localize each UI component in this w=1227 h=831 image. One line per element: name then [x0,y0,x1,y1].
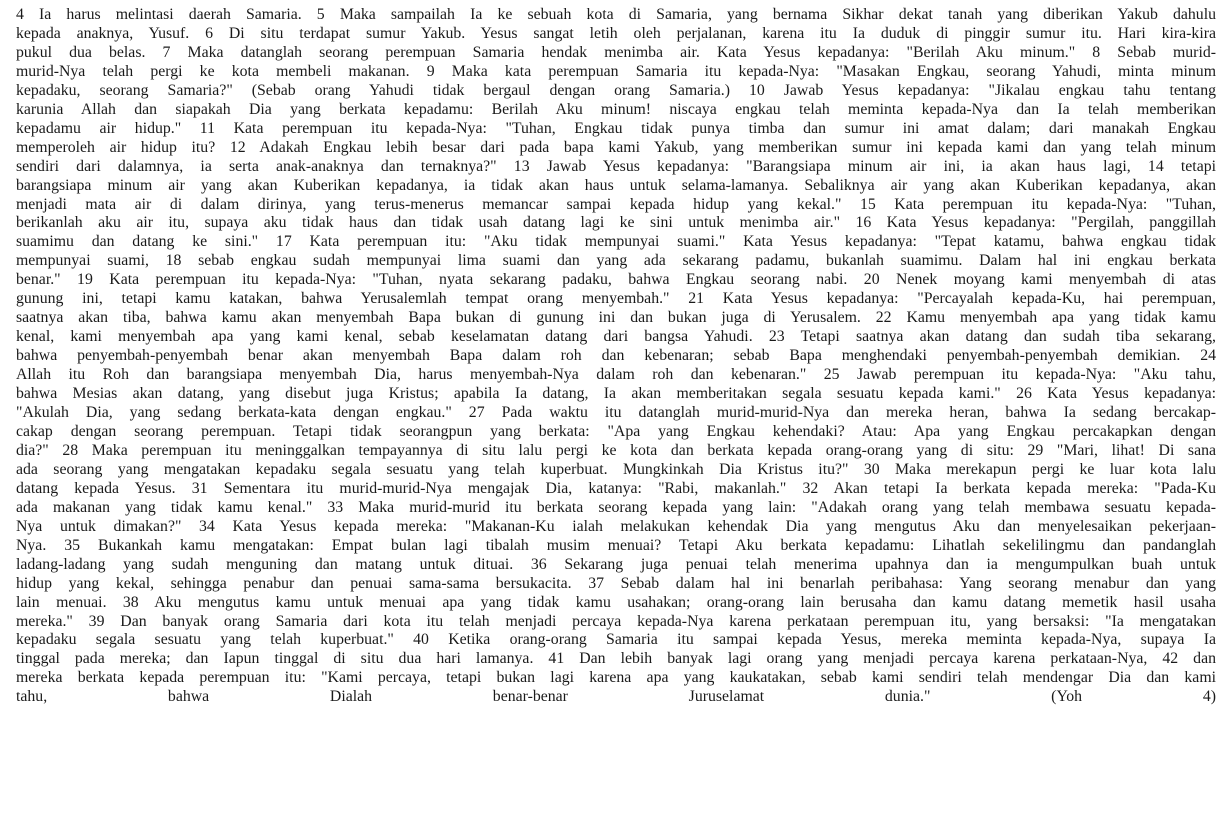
text-line: Nya. 35 Bukankah kamu mengatakan: Empat bulan lagi tibalah musim menuai? Tetapi Aku berkata kepadamu: Lihatlah sekelilingmu dan pandanglah [16,536,1216,554]
text-line: dia?" 28 Maka perempuan itu meninggalkan tempayannya di situ lalu pergi ke kota dan berkata kepada orang-orang yang di situ: 29 "Mari, lihat! Di sana [16,441,1216,459]
text-line: suamimu dan datang ke sini." 17 Kata perempuan itu: "Aku tidak mempunyai suami." Kata Yesus kepadanya: "Tepat katamu, bahwa engkau tidak [16,233,1216,251]
text-line: kenal, kami menyembah apa yang kami kenal, sebab keselamatan datang dari bangsa Yahudi. 23 Tetapi saatnya akan datang dan sudah tiba sekarang, [16,328,1216,346]
text-line: karunia Allah dan siapakah Dia yang berkata kepadamu: Berilah Aku minum! niscaya engkau telah meminta kepada-Nya dan Ia telah memberikan [16,100,1216,118]
text-line: barangsiapa minum air yang akan Kuberikan kepadanya, ia tidak akan haus untuk selama-lamanya. Sebaliknya air yang akan Kuberikan kepadanya, akan [16,176,1216,194]
text-line: kepada anaknya, Yusuf. 6 Di situ terdapat sumur Yakub. Yesus sangat letih oleh perjalanan, karena itu Ia duduk di pinggir sumur itu. Hari kira-kira [16,24,1216,42]
text-line: ada seorang yang mengatakan kepadaku segala sesuatu yang telah kuperbuat. Mungkinkah Dia Kristus itu?" 30 Maka merekapun pergi ke luar kota lalu [16,460,1216,478]
text-line: Nya untuk dimakan?" 34 Kata Yesus kepada mereka: "Makanan-Ku ialah melakukan kehendak Dia yang mengutus Aku dan menyelesaikan pekerjaan- [16,517,1216,535]
text-line: memperoleh air hidup itu? 12 Adakah Engkau lebih besar dari pada bapa kami Yakub, yang memberikan sumur ini kepada kami dan yang telah minum [16,138,1216,156]
text-line: saatnya akan tiba, bahwa kamu akan menyembah Bapa bukan di gunung ini dan bukan juga di Yerusalem. 22 Kamu menyembah apa yang tidak kamu [16,309,1216,327]
text-line: sendiri dari dalamnya, ia serta anak-anaknya dan ternaknya?" 13 Jawab Yesus kepadanya: "Barangsiapa minum air ini, ia akan haus lagi, 14 tetapi [16,157,1216,175]
text-line: datang kepada Yesus. 31 Sementara itu murid-murid-Nya mengajak Dia, katanya: "Rabi, makanlah." 32 Akan tetapi Ia berkata kepada mereka: "Pada-Ku [16,479,1216,497]
text-line: tahu, bahwa Dialah benar-benar Juruselamat dunia." (Yoh 4) [16,688,1216,706]
text-line: 4 Ia harus melintasi daerah Samaria. 5 Maka sampailah Ia ke sebuah kota di Samaria, yang bernama Sikhar dekat tanah yang diberikan Yakub dahulu [16,6,1216,23]
text-line: kepadaku segala sesuatu yang telah kuperbuat." 40 Ketika orang-orang Samaria itu sampai kepada Yesus, mereka meminta kepada-Nya, supaya Ia [16,631,1216,649]
text-line: ladang-ladang yang sudah menguning dan matang untuk dituai. 36 Sekarang juga penuai telah menerima upahnya dan ia mengumpulkan buah untuk [16,555,1216,573]
text-line: hidup yang kekal, sehingga penabur dan penuai sama-sama bersukacita. 37 Sebab dalam hal ini benarlah peribahasa: Yang seorang menabur dan yang [16,574,1216,592]
text-line: bahwa Mesias akan datang, yang disebut juga Kristus; apabila Ia datang, Ia akan memberitakan segala sesuatu kepada kami." 26 Kata Yesus kepadanya: [16,385,1216,403]
text-line: benar." 19 Kata perempuan itu kepada-Nya: "Tuhan, nyata sekarang padaku, bahwa Engkau seorang nabi. 20 Nenek moyang kami menyembah di atas [16,271,1216,289]
text-line: mempunyai suami, 18 sebab engkau sudah mempunyai lima suami dan yang ada sekarang padamu, bukanlah suamimu. Dalam hal ini engkau berkata [16,252,1216,270]
text-line: bahwa penyembah-penyembah benar akan menyembah Bapa dalam roh dan kebenaran; sebab Bapa menghendaki penyembah-penyembah demikian. 24 [16,347,1216,365]
text-line: ada makanan yang tidak kamu kenal." 33 Maka murid-murid itu berkata seorang kepada yang lain: "Adakah orang yang telah membawa sesuatu kepada- [16,498,1216,516]
text-line: Allah itu Roh dan barangsiapa menyembah Dia, harus menyembah-Nya dalam roh dan kebenaran." 25 Jawab perempuan itu kepada-Nya: "Aku tahu, [16,366,1216,384]
text-line: cakap dengan seorang perempuan. Tetapi tidak seorangpun yang berkata: "Apa yang Engkau kehendaki? Atau: Apa yang Engkau percakapkan dengan [16,422,1216,440]
text-line: kepadaku, seorang Samaria?" (Sebab orang Yahudi tidak bergaul dengan orang Samaria.) 10 Jawab Yesus kepadanya: "Jikalau engkau tahu tentang [16,81,1216,99]
text-line: murid-Nya telah pergi ke kota membeli makanan. 9 Maka kata perempuan Samaria itu kepada-Nya: "Masakan Engkau, seorang Yahudi, minta minum [16,62,1216,80]
text-line: tinggal pada mereka; dan Iapun tinggal di situ dua hari lamanya. 41 Dan lebih banyak lagi orang yang menjadi percaya karena perkataan-Nya, 42 dan [16,650,1216,668]
document-body [16,6,1216,707]
text-line: mereka berkata kepada perempuan itu: "Kami percaya, tetapi bukan lagi karena apa yang kaukatakan, sebab kami sendiri telah mendengar Dia dan kami [16,669,1216,687]
text-line: mereka." 39 Dan banyak orang Samaria dari kota itu telah menjadi percaya kepada-Nya karena perkataan perempuan itu, yang bersaksi: "Ia mengatakan [16,612,1216,630]
text-line: gunung ini, tetapi kamu katakan, bahwa Yerusalemlah tempat orang menyembah." 21 Kata Yesus kepadanya: "Percayalah kepada-Ku, hai perempuan, [16,290,1216,308]
text-line: menjadi mata air di dalam dirinya, yang terus-menerus memancar sampai kepada hidup yang kekal." 15 Kata perempuan itu kepada-Nya: "Tuhan, [16,195,1216,213]
text-line: lain menuai. 38 Aku mengutus kamu untuk menuai apa yang tidak kamu usahakan; orang-orang lain berusaha dan kamu datang memetik hasil usaha [16,593,1216,611]
text-line: berikanlah aku air itu, supaya aku tidak haus dan tidak usah datang lagi ke sini untuk menimba air." 16 Kata Yesus kepadanya: "Pergilah, panggillah [16,214,1216,232]
text-line: pukul dua belas. 7 Maka datanglah seorang perempuan Samaria hendak menimba air. Kata Yesus kepadanya: "Berilah Aku minum." 8 Sebab murid- [16,43,1216,61]
text-line: "Akulah Dia, yang sedang berkata-kata dengan engkau." 27 Pada waktu itu datanglah murid-murid-Nya dan mereka heran, bahwa Ia sedang bercakap- [16,404,1216,422]
text-line: kepadamu air hidup." 11 Kata perempuan itu kepada-Nya: "Tuhan, Engkau tidak punya timba dan sumur ini amat dalam; dari manakah Engkau [16,119,1216,137]
